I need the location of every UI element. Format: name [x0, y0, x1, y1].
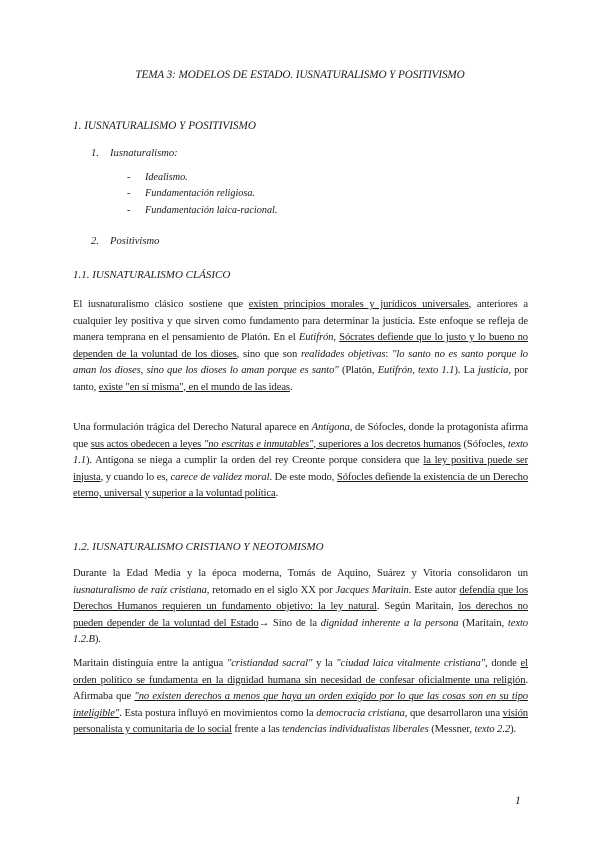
bullet-dash: -	[127, 205, 131, 216]
page-number: 1	[515, 795, 521, 807]
list-number-2: 2.	[91, 236, 99, 247]
paragraph-iusnaturalismo-cristiano: Durante la Edad Media y la época moderna, Tomás de Aquino, Suárez y Vitoria consolidaron un iusnaturalismo de raíz cristiana, retomado en el siglo XX por Jacques Maritain. Este autor defendía que los Derechos Humanos requieren un fundamento objetivo: la ley natural. Según Maritain, los derechos no pueden depender de la voluntad del Estado→ Sino de la dignidad inherente a la persona (Maritain, texto 1.2.B).	[73, 568, 528, 645]
subsection-heading-1-2: 1.2. IUSNATURALISMO CRISTIANO Y NEOTOMISMO	[73, 541, 324, 553]
paragraph-iusnaturalismo-clasico: El iusnaturalismo clásico sostiene que existen principios morales y jurídicos universales, anteriores a cualquier ley positiva y que sirven como fundamento para determinar la justicia. Este enfoque se refleja de manera temprana en el pensamiento de Platón. En el Eutifrón, Sócrates defiende que lo justo y lo bueno no dependen de la voluntad de los dioses, sino que son realidades objetivas: "lo santo no es santo porque lo aman los dioses, sino que los dioses lo aman porque es santo" (Platón, Eutifrón, texto 1.1). La justicia, por tanto, existe "en sí misma", en el mundo de las ideas.	[73, 299, 528, 393]
paragraph-antigona: Una formulación trágica del Derecho Natural aparece en Antígona, de Sófocles, donde la protagonista afirma que sus actos obedecen a leyes "no escritas e inmutables", superiores a los decretos humanos (Sófocles, texto 1.1). Antígona se niega a cumplir la orden del rey Creonte porque considera que la ley positiva puede ser injusta, y cuando lo es, carece de validez moral. De este modo, Sófocles defiende la existencia de un Derecho eterno, universal y superior a la voluntad política.	[73, 422, 529, 499]
document-title: TEMA 3: MODELOS DE ESTADO. IUSNATURALISMO Y POSITIVISMO	[135, 69, 465, 81]
bullet-item: Fundamentación religiosa.	[145, 188, 255, 199]
list-item-iusnaturalismo: Iusnaturalismo:	[110, 148, 178, 159]
bullet-dash: -	[127, 188, 131, 199]
list-number-1: 1.	[91, 148, 99, 159]
bullet-item: Idealismo.	[145, 172, 188, 183]
subsection-heading-1-1: 1.1. IUSNATURALISMO CLÁSICO	[73, 269, 231, 281]
list-item-positivismo: Positivismo	[110, 236, 160, 247]
paragraph-maritain: Maritain distinguía entre la antigua "cristiandad sacral" y la "ciudad laica vitalmente cristiana", donde el orden político se fundamenta en la dignidad humana sin necesidad de confesar oficialmente una religión. Afirmaba que "no existen derechos a menos que haya un orden exigido por lo que las cosas son en su tipo inteligible". Esta postura influyó en movimientos como la democracia cristiana, que desarrollaron una visión personalista y comunitaria de lo social frente a las tendencias individualistas liberales (Messner, texto 2.2).	[73, 658, 528, 735]
bullet-dash: -	[127, 172, 131, 183]
section-heading-1: 1. IUSNATURALISMO Y POSITIVISMO	[73, 120, 256, 132]
bullet-item: Fundamentación laica-racional.	[145, 205, 278, 216]
